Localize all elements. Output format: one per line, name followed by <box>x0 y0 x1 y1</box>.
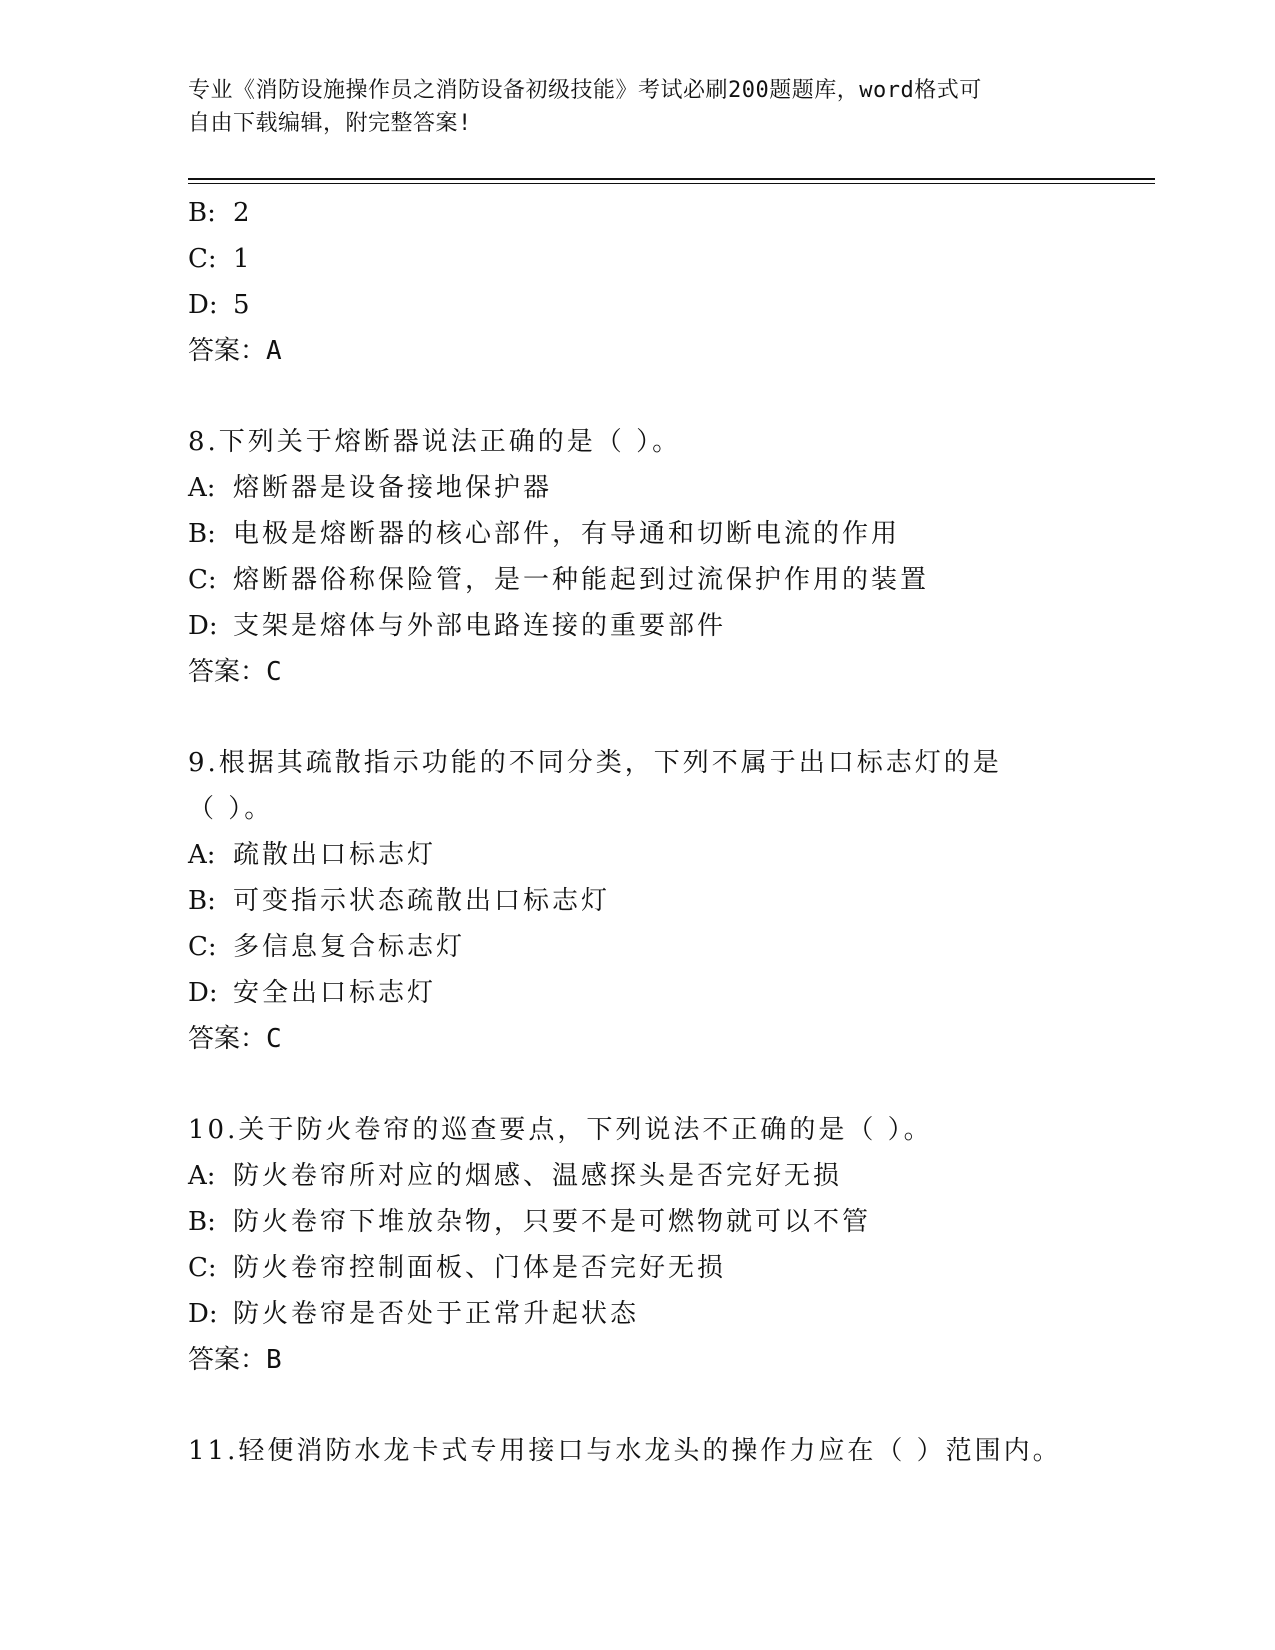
question-8 <box>188 419 1088 695</box>
option-d: D: 支架是熔体与外部电路连接的重要部件 <box>188 611 727 641</box>
header-rule-thin <box>188 183 1155 184</box>
header-line-2: 自由下载编辑，附完整答案! <box>188 111 472 136</box>
option-b: B: 防火卷帘下堆放杂物，只要不是可燃物就可以不管 <box>188 1207 872 1237</box>
option-d: D: 防火卷帘是否处于正常升起状态 <box>188 1299 640 1329</box>
answer-value: A <box>266 336 282 366</box>
option-a: A: 熔断器是设备接地保护器 <box>188 473 553 503</box>
answer-line: 答案：A <box>188 336 282 366</box>
option-d: D: 5 <box>188 290 253 320</box>
answer-line: 答案：C <box>188 657 282 687</box>
header-line-1: 专业《消防设施操作员之消防设备初级技能》考试必刷200题题库，word格式可 <box>188 78 982 103</box>
question-9 <box>188 740 1088 1062</box>
document-body <box>188 190 1088 1474</box>
question-10 <box>188 1107 1088 1383</box>
header-rule-thick <box>188 178 1155 180</box>
question-stem: 10.关于防火卷帘的巡查要点，下列说法不正确的是（ ）。 <box>188 1115 933 1145</box>
option-c: C: 1 <box>188 244 253 274</box>
option-b: B: 2 <box>188 198 253 228</box>
answer-value: C <box>266 1024 282 1054</box>
question-stem: 8.下列关于熔断器说法正确的是（ ）。 <box>188 427 682 457</box>
option-c: C: 多信息复合标志灯 <box>188 932 466 962</box>
option-b: B: 可变指示状态疏散出口标志灯 <box>188 886 611 916</box>
question-7-tail <box>188 190 1088 374</box>
option-b: B: 电极是熔断器的核心部件，有导通和切断电流的作用 <box>188 519 901 549</box>
option-d: D: 安全出口标志灯 <box>188 978 437 1008</box>
option-c: C: 防火卷帘控制面板、门体是否完好无损 <box>188 1253 727 1283</box>
option-a: A: 防火卷帘所对应的烟感、温感探头是否完好无损 <box>188 1161 843 1191</box>
question-stem: 9.根据其疏散指示功能的不同分类，下列不属于出口标志灯的是（ ）。 <box>188 748 1002 824</box>
question-11 <box>188 1428 1088 1474</box>
answer-value: B <box>266 1345 282 1375</box>
document-header <box>188 74 1068 140</box>
answer-line: 答案：B <box>188 1345 282 1375</box>
answer-line: 答案：C <box>188 1024 282 1054</box>
answer-value: C <box>266 657 282 687</box>
question-stem: 11.轻便消防水龙卡式专用接口与水龙头的操作力应在（ ）范围内。 <box>188 1436 1062 1466</box>
option-c: C: 熔断器俗称保险管，是一种能起到过流保护作用的装置 <box>188 565 930 595</box>
option-a: A: 疏散出口标志灯 <box>188 840 437 870</box>
